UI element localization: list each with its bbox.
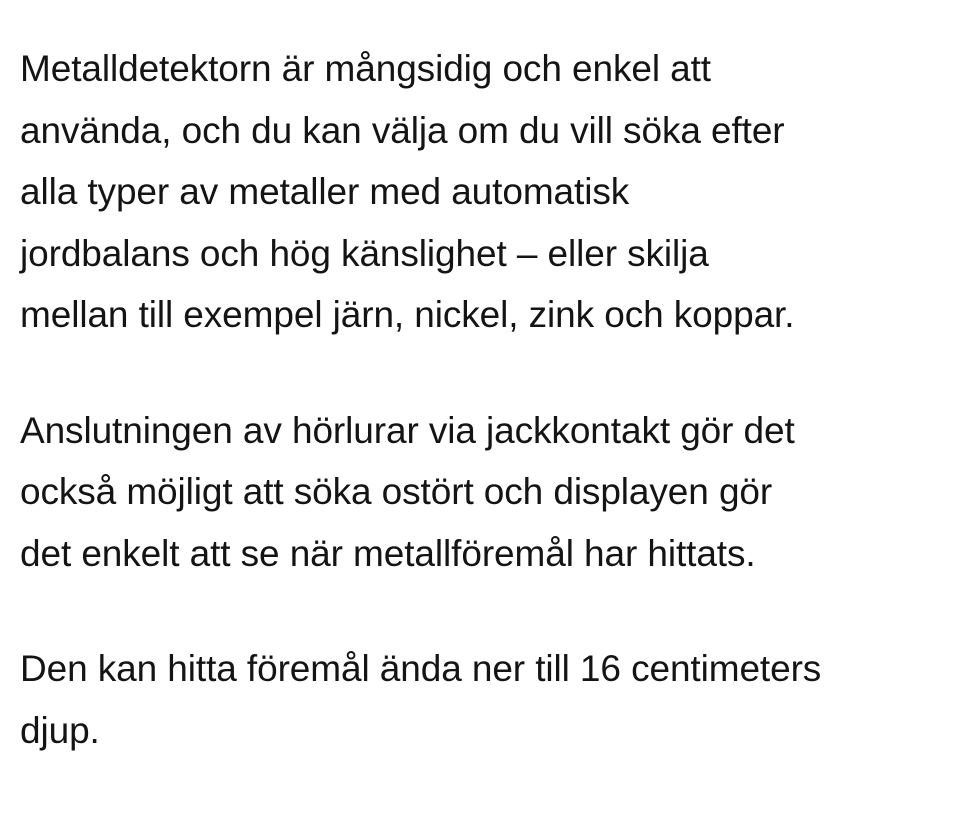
text-line: djup. [20,709,100,751]
text-line: mellan till exempel järn, nickel, zink och koppar. [20,294,795,335]
paragraph-headphones [20,400,950,585]
paragraph-versatility [20,38,950,346]
text-line: också möjligt att söka ostört och displayen gör [20,471,773,512]
text-line: Den kan hitta föremål ända ner till 16 centimeters [20,648,822,689]
text-line: alla typer av metaller med automatisk [20,171,630,212]
text-line: jordbalans och hög känslighet – eller skilja [20,232,709,274]
article-body [20,38,950,761]
text-line: det enkelt att se när metallföremål har hittats. [20,532,756,574]
text-line: Metalldetektorn är mångsidig och enkel att [20,48,711,89]
text-line: använda, och du kan välja om du vill söka efter [20,109,785,151]
paragraph-depth [20,638,950,761]
text-line: Anslutningen av hörlurar via jackkontakt gör det [20,409,795,451]
